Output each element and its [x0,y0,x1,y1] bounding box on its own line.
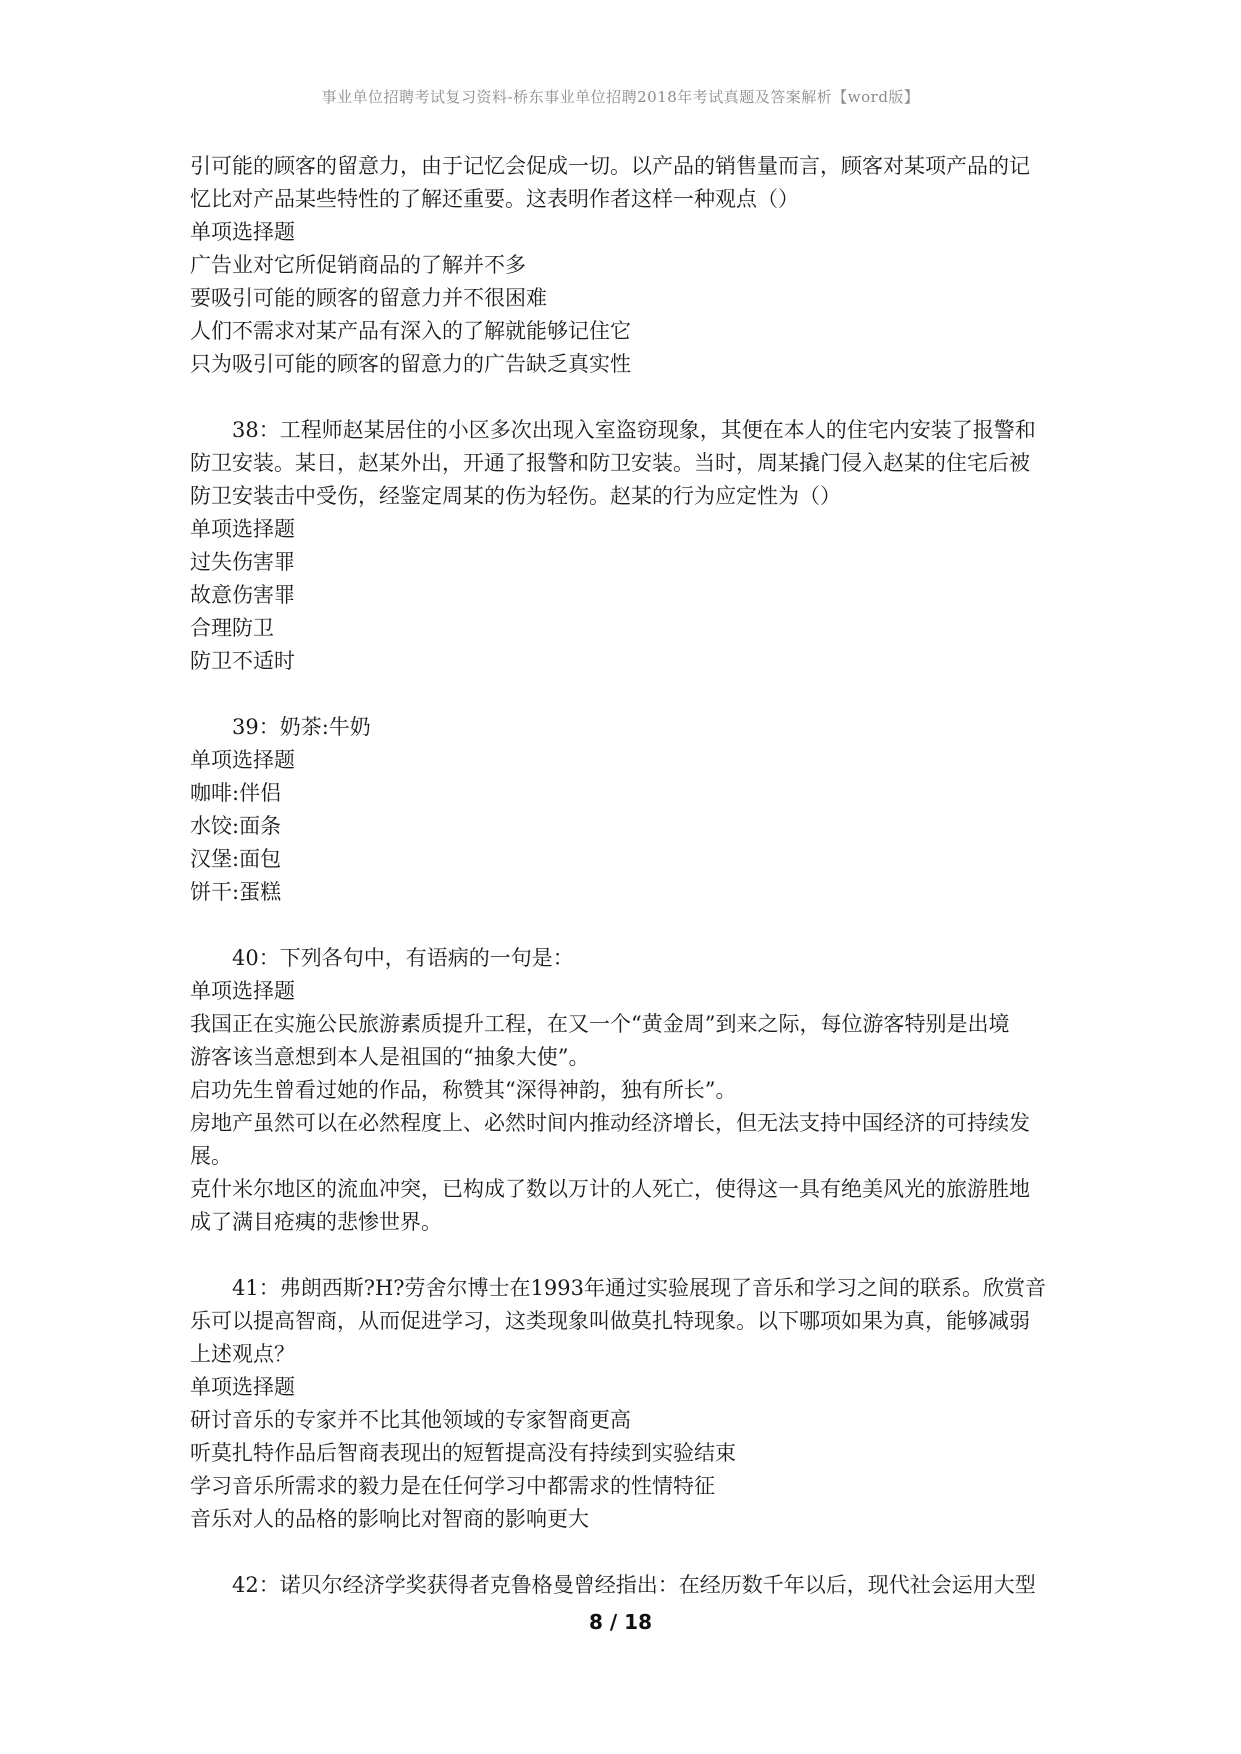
question-type: 单项选择题 [190,517,295,541]
answer-option: 只为吸引可能的顾客的留意力的广告缺乏真实性 [190,352,631,376]
question-stem-line: 38：工程师赵某居住的小区多次出现入室盗窃现象，其便在本人的住宅内安装了报警和 [232,418,1036,442]
answer-option: 咖啡:伴侣 [190,781,282,805]
document-body [190,150,1060,1602]
answer-option: 人们不需求对某产品有深入的了解就能够记住它 [190,319,631,343]
answer-option: 研讨音乐的专家并不比其他领域的专家智商更高 [190,1408,631,1432]
question-type: 单项选择题 [190,979,295,1003]
question-stem-line: 上述观点？ [190,1342,295,1366]
answer-option: 广告业对它所促销商品的了解并不多 [190,253,526,277]
question-stem-line: 防卫安装击中受伤，经鉴定周某的伤为轻伤。赵某的行为应定性为（） [190,484,841,508]
question-stem-line: 引可能的顾客的留意力，由于记忆会促成一切。以产品的销售量而言，顾客对某项产品的记 [190,154,1030,178]
answer-option: 启功先生曾看过她的作品，称赞其“深得神韵，独有所长”。 [190,1078,737,1102]
question-block [190,942,1060,1239]
answer-option: 防卫不适时 [190,649,295,673]
answer-option: 音乐对人的品格的影响比对智商的影响更大 [190,1507,589,1531]
answer-option: 房地产虽然可以在必然程度上、必然时间内推动经济增长，但无法支持中国经济的可持续发 展。 [190,1111,1030,1168]
answer-option: 水饺:面条 [190,814,282,838]
answer-option: 合理防卫 [190,616,274,640]
question-type: 单项选择题 [190,1375,295,1399]
answer-option: 故意伤害罪 [190,583,295,607]
question-type: 单项选择题 [190,748,295,772]
question-block [190,1569,1060,1602]
page-number: 8 / 18 [589,1610,652,1634]
answer-option: 我国正在实施公民旅游素质提升工程，在又一个“黄金周”到来之际，每位游客特别是出境 游客该当意想到本人是祖国的“抽象大使”。 [190,1012,1010,1069]
question-block [190,414,1060,678]
question-block [190,711,1060,909]
question-stem-line: 忆比对产品某些特性的了解还重要。这表明作者这样一种观点（） [190,187,799,211]
answer-option: 汉堡:面包 [190,847,282,871]
question-stem-line: 42：诺贝尔经济学奖获得者克鲁格曼曾经指出：在经历数千年以后，现代社会运用大型 [232,1573,1036,1597]
answer-option: 要吸引可能的顾客的留意力并不很困难 [190,286,547,310]
question-stem-line: 乐可以提高智商，从而促进学习，这类现象叫做莫扎特现象。以下哪项如果为真，能够减弱 [190,1309,1030,1333]
question-stem-line: 41：弗朗西斯?H?劳舍尔博士在1993年通过实验展现了音乐和学习之间的联系。欣赏音 [232,1276,1046,1300]
answer-option: 听莫扎特作品后智商表现出的短暂提高没有持续到实验结束 [190,1441,736,1465]
question-block [190,1272,1060,1536]
question-block [190,150,1060,381]
question-stem-line: 防卫安装。某日，赵某外出，开通了报警和防卫安装。当时，周某撬门侵入赵某的住宅后被 [190,451,1030,475]
question-stem-line: 40：下列各句中，有语病的一句是： [232,946,574,970]
answer-option: 饼干:蛋糕 [190,880,282,904]
page-header: 事业单位招聘考试复习资料-桥东事业单位招聘2018年考试真题及答案解析【word版】 [321,88,920,106]
answer-option: 过失伤害罪 [190,550,295,574]
question-stem-line: 39：奶茶:牛奶 [232,715,371,739]
answer-option: 学习音乐所需求的毅力是在任何学习中都需求的性情特征 [190,1474,715,1498]
question-type: 单项选择题 [190,220,295,244]
answer-option: 克什米尔地区的流血冲突，已构成了数以万计的人死亡，使得这一具有绝美风光的旅游胜地 成了满目疮痍的悲惨世界。 [190,1177,1030,1234]
